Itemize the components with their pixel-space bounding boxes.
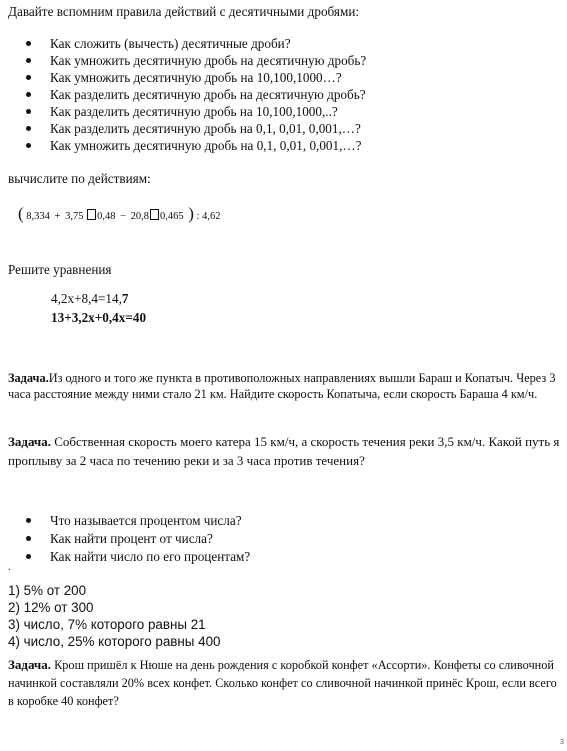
- bullet-icon: [26, 143, 31, 148]
- bullet-icon: [26, 518, 31, 523]
- dot-mark: .: [8, 562, 11, 573]
- missing-symbol-icon: [150, 209, 159, 220]
- list-item: 2) 12% от 300: [8, 600, 94, 615]
- bullet-icon: [26, 109, 31, 114]
- task-1: Задача.Из одного и того же пункта в противоположных направлениях вышли Бараш и Копатыч. Через 3 часа расстояние между ними стало 21 км. Найдите скорость Копатыча, если скорость Бараша 4 км/ч.: [8, 371, 556, 401]
- task-3: Задача. Крош пришёл к Нюше на день рождения с коробкой конфет «Ассорти». Конфеты со сливочной начинкой составляли 20% всех конфет. Сколько конфет со сливочной начинкой принёс Крош, если всего в коробке 40 конфет?: [8, 657, 557, 708]
- list-item: Как умножить десятичную дробь на 0,1, 0,01, 0,001,…?: [26, 137, 556, 154]
- list-item: Как разделить десятичную дробь на 0,1, 0,01, 0,001,…?: [26, 120, 556, 137]
- intro-text: Давайте вспомним правила действий с десятичными дробями:: [8, 4, 360, 19]
- list-item: Что называется процентом числа?: [26, 512, 546, 530]
- bullet-icon: [26, 92, 31, 97]
- list-item: Как умножить десятичную дробь на десятичную дробь?: [26, 52, 556, 69]
- list-item: 4) число, 25% которого равны 400: [8, 634, 221, 649]
- list-item: 1) 5% от 200: [8, 583, 87, 598]
- rules-list: [26, 35, 556, 154]
- list-item: 3) число, 7% которого равны 21: [8, 617, 206, 632]
- bullet-icon: [26, 75, 31, 80]
- percent-questions-list: [26, 512, 546, 566]
- math-expression: ( 8,334 + 3,75 0,48 − 20,8 0,465 ) : 4,62: [18, 204, 221, 223]
- percent-tasks: [8, 582, 221, 650]
- bullet-icon: [26, 41, 31, 46]
- list-item: Как сложить (вычесть) десятичные дроби?: [26, 35, 556, 52]
- task-2: Задача. Собственная скорость моего катера 15 км/ч, а скорость течения реки 3,5 км/ч. Какой путь я проплыву за 2 часа по течению реки и за 3 часа против течения?: [8, 434, 560, 468]
- equation-1: 4,2x+8,4=14,7: [51, 291, 129, 306]
- bullet-icon: [26, 554, 31, 559]
- list-item: Как найти число по его процентам?: [26, 548, 546, 566]
- bullet-icon: [26, 58, 31, 63]
- equations-label: Решите уравнения: [8, 262, 112, 277]
- compute-label: вычислите по действиям:: [8, 171, 151, 186]
- page-number: 3: [560, 739, 564, 746]
- bullet-icon: [26, 536, 31, 541]
- missing-symbol-icon: [87, 209, 96, 220]
- list-item: Как умножить десятичную дробь на 10,100,1000…?: [26, 69, 556, 86]
- equation-2: 13+3,2x+0,4x=40: [51, 310, 147, 325]
- list-item: Как разделить десятичную дробь на десятичную дробь?: [26, 86, 556, 103]
- list-item: Как найти процент от числа?: [26, 530, 546, 548]
- list-item: Как разделить десятичную дробь на 10,100,1000,..?: [26, 103, 556, 120]
- bullet-icon: [26, 126, 31, 131]
